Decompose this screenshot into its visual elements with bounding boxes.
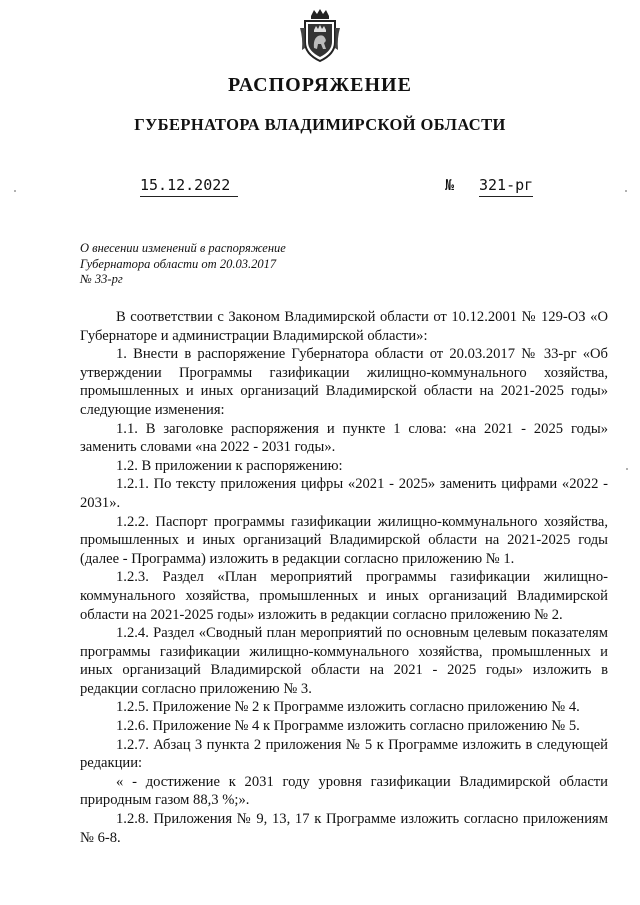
paragraph: В соответствии с Законом Владимирской области от 10.12.2001 № 129-ОЗ «О Губернаторе и администрации Владимирской области»:: [80, 309, 608, 344]
paragraph: 1.2.5. Приложение № 2 к Программе изложить согласно приложению № 4.: [116, 699, 580, 716]
paragraph: 1.2.2. Паспорт программы газификации жилищно-коммунального хозяйства, промышленных и иных организаций Владимирской области на 2021-2025 годы (далее - Программа) изложить в редакции согласно приложению № 1.: [80, 513, 608, 567]
subject-block: [80, 241, 286, 288]
subject-line: О внесении изменений в распоряжение: [80, 241, 286, 255]
paragraph: 1.2. В приложении к распоряжению:: [116, 457, 343, 474]
coat-of-arms-icon: [298, 8, 342, 64]
paragraph: 1.2.3. Раздел «План мероприятий программы газификации жилищно-коммунального хозяйства, промышленных и иных организаций Владимирской области на 2021-2025 годы» изложить в редакции согласно приложению № 2.: [80, 569, 608, 623]
paragraph: « - достижение к 2031 году уровня газификации Владимирской области природным газом 88,3 %;».: [80, 773, 608, 809]
document-number: 321-рг: [479, 176, 533, 197]
paragraph: 1.2.4. Раздел «Сводный план мероприятий по основным целевым показателям программы газификации жилищно-коммунального хозяйства, промышленных и иных организаций Владимирской области на 2021 - 2025 годы» изложить в редакции согласно приложению № 3.: [80, 625, 608, 697]
scan-speck: [625, 190, 627, 192]
paragraph: 1.2.1. По тексту приложения цифры «2021 - 2025» заменить цифрами «2022 - 2031».: [80, 476, 608, 511]
scan-speck: [626, 468, 628, 470]
paragraph: 1.2.8. Приложения № 9, 13, 17 к Программе изложить согласно приложениям № 6-8.: [80, 811, 608, 846]
document-subtitle: ГУБЕРНАТОРА ВЛАДИМИРСКОЙ ОБЛАСТИ: [134, 115, 506, 134]
subject-line: № 33-рг: [80, 272, 123, 286]
scan-speck: [14, 190, 16, 192]
paragraph: 1. Внести в распоряжение Губернатора области от 20.03.2017 № 33-рг «Об утверждении Программы газификации жилищно-коммунального хозяйства, промышленных и иных организаций Владимирской области на 2021-2025 годы» следующие изменения:: [80, 346, 608, 418]
paragraph: 1.2.7. Абзац 3 пункта 2 приложения № 5 к Программе изложить в следующей редакции:: [80, 736, 608, 772]
number-label: №: [445, 176, 455, 194]
document-title: РАСПОРЯЖЕНИЕ: [228, 74, 412, 96]
document-date: 15.12.2022: [140, 176, 238, 197]
subject-line: Губернатора области от 20.03.2017: [80, 256, 277, 271]
document-body: [80, 308, 608, 847]
paragraph: 1.2.6. Приложение № 4 к Программе изложить согласно приложению № 5.: [116, 718, 580, 735]
paragraph: 1.1. В заголовке распоряжения и пункте 1 слова: «на 2021 - 2025 годы» заменить словами «на 2022 - 2031 годы».: [80, 420, 608, 456]
